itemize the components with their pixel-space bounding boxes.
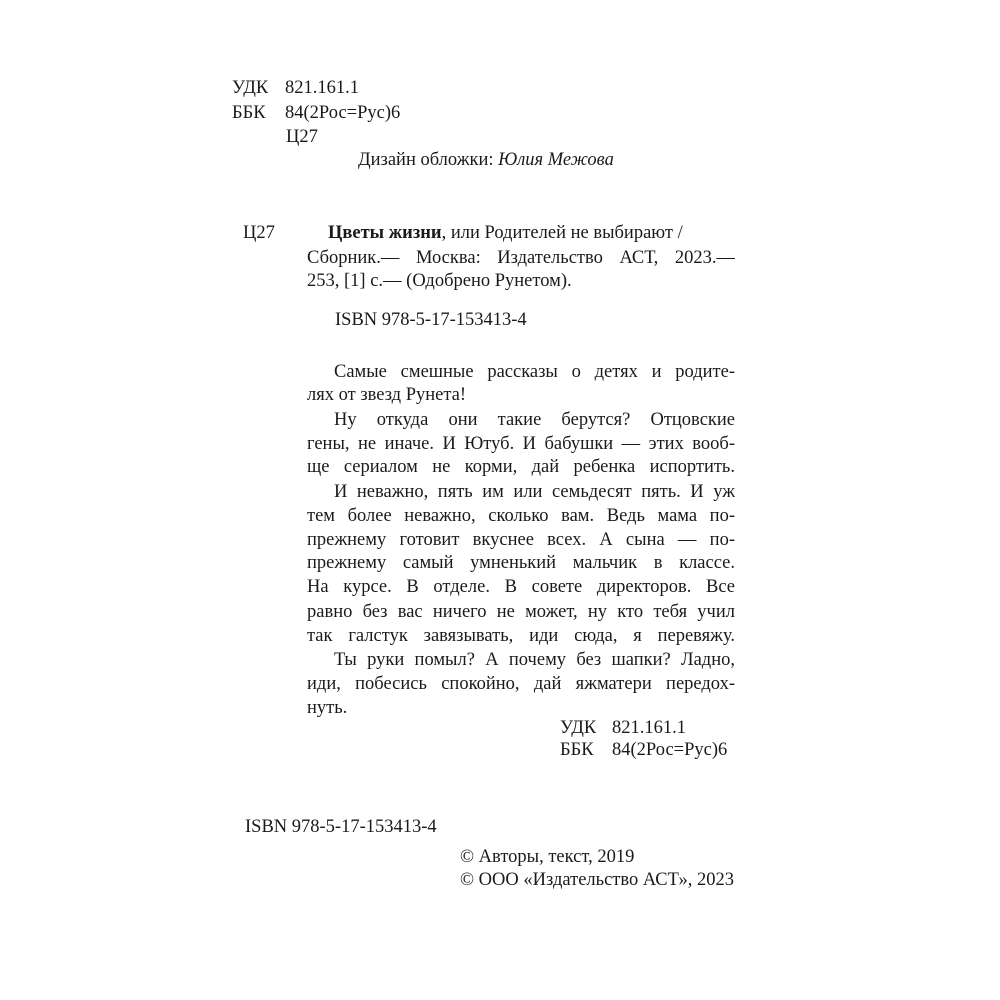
annotation-line: На курсе. В отделе. В совете директоров. Все <box>307 577 735 597</box>
annotation-line: равно без вас ничего не может, ну кто тебя учил <box>307 602 735 622</box>
annotation-line: ще сериалом не корми, дай ребенка испортить. <box>307 457 735 477</box>
annotation-line: Самые смешные рассказы о детях и родите- <box>334 362 735 382</box>
copyright-authors: © Авторы, текст, 2019 <box>460 847 635 867</box>
cover-design-credit <box>358 149 614 171</box>
annotation-line: прежнему самый умненький мальчик в классе. <box>307 553 735 573</box>
bbk-label: ББК <box>232 103 266 123</box>
bbk-value: 84(2Рос=Рус)6 <box>285 103 401 123</box>
annotation-line: иди, побесись спокойно, дай яжматери передох- <box>307 674 735 694</box>
entry-line-2: Сборник.— Москва: Издательство АСТ, 2023.— <box>307 248 735 268</box>
udk-value: 821.161.1 <box>285 78 359 98</box>
annotation-line: так галстук завязывать, иди сюда, я перевяжу. <box>307 626 735 646</box>
copyright-publisher: © ООО «Издательство АСТ», 2023 <box>460 870 734 890</box>
annotation-line: нуть. <box>307 698 348 718</box>
annotation-line: тем более неважно, сколько вам. Ведь мама по- <box>307 506 735 526</box>
annotation-line: Ну откуда они такие берутся? Отцовские <box>334 410 735 430</box>
footer-isbn: ISBN 978-5-17-153413-4 <box>245 817 437 837</box>
entry-author-mark: Ц27 <box>243 223 275 243</box>
entry-title-line <box>328 222 735 244</box>
book-title: Цветы жизни <box>328 223 442 243</box>
annotation-line: прежнему готовит вкуснее всех. А сына — по- <box>307 530 735 550</box>
annotation-udk-value: 821.161.1 <box>612 718 686 738</box>
udk-label: УДК <box>232 78 269 98</box>
cover-design-label: Дизайн обложки: <box>358 150 494 170</box>
entry-isbn: ISBN 978-5-17-153413-4 <box>335 310 527 330</box>
entry-line-3: 253, [1] с.— (Одобрено Рунетом). <box>307 271 572 291</box>
annotation-bbk-value: 84(2Рос=Рус)6 <box>612 740 728 760</box>
annotation-line: гены, не иначе. И Ютуб. И бабушки — этих вооб- <box>307 434 735 454</box>
annotation-line: И неважно, пять им или семьдесят пять. И уж <box>334 482 735 502</box>
title-rest: , или Родителей не выбирают / <box>441 223 683 243</box>
author-mark: Ц27 <box>286 127 318 147</box>
annotation-line: лях от звезд Рунета! <box>307 385 467 405</box>
cover-designer: Юлия Межова <box>498 150 614 170</box>
annotation-bbk-label: ББК <box>560 740 594 760</box>
annotation-udk-label: УДК <box>560 718 597 738</box>
annotation-line: Ты руки помыл? А почему без шапки? Ладно, <box>334 650 735 670</box>
